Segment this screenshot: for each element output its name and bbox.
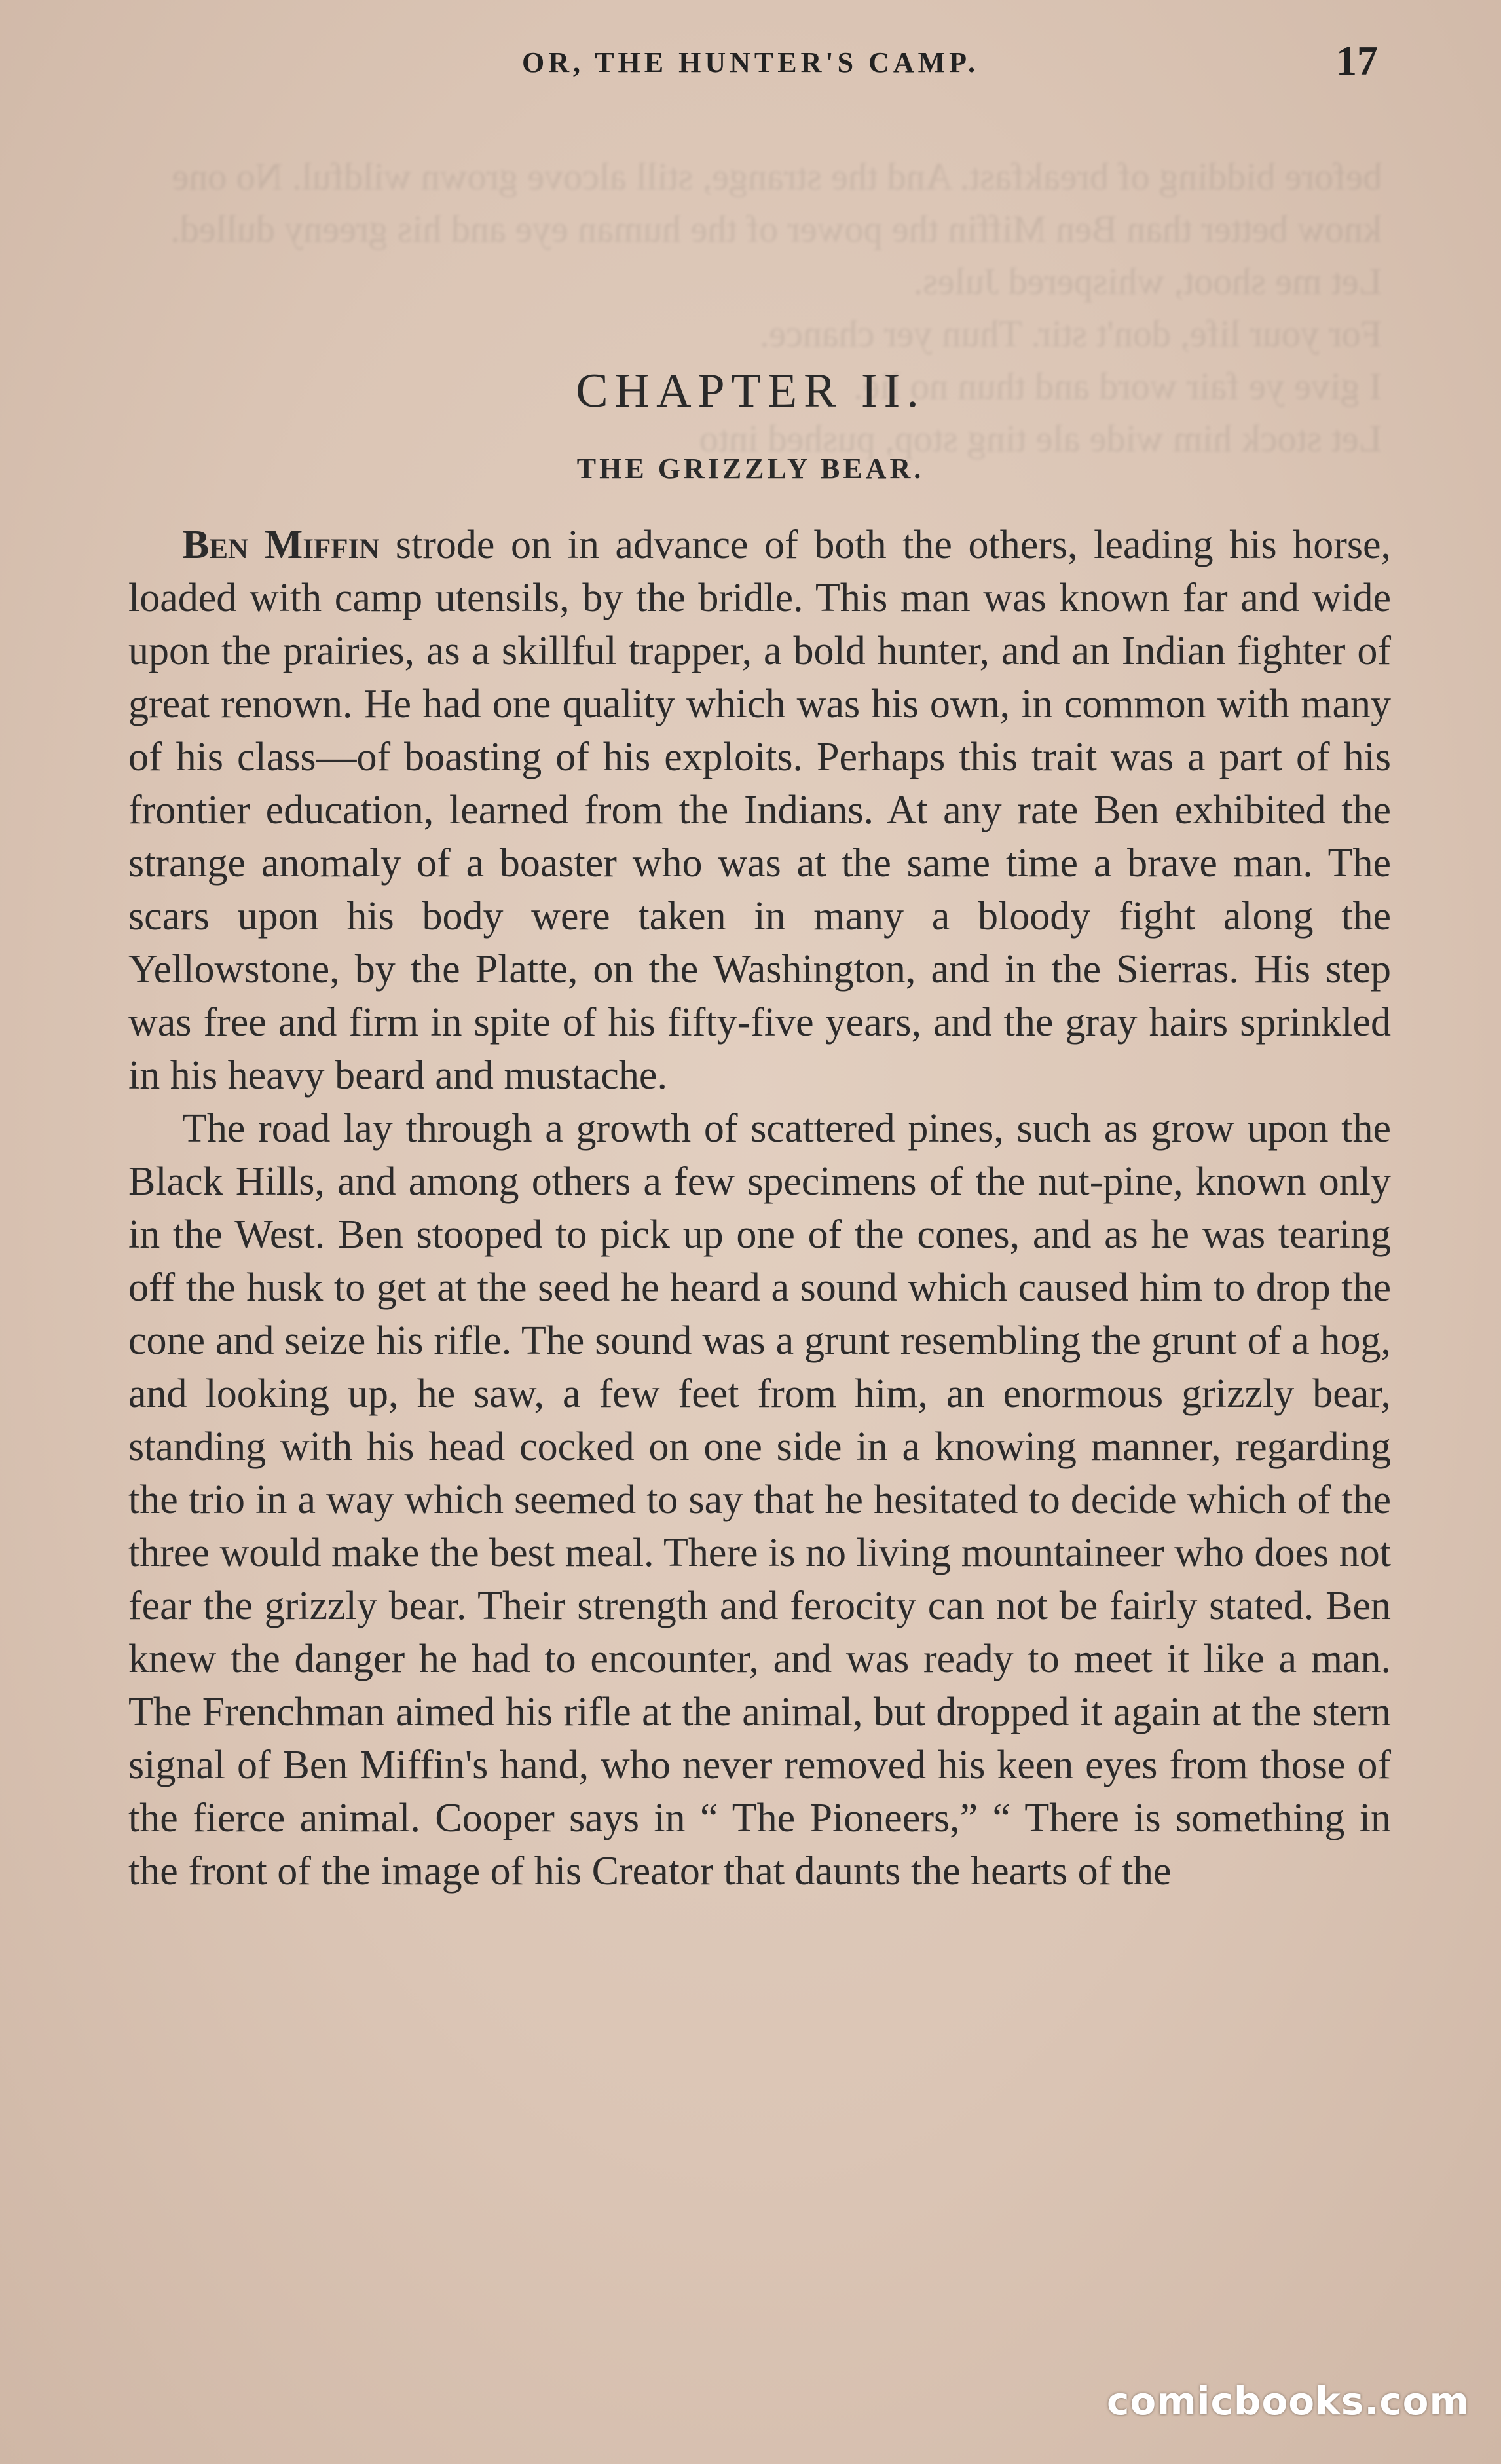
running-title: OR, THE HUNTER'S CAMP. xyxy=(522,47,979,79)
paragraph-lead-name: Ben Miffin xyxy=(182,523,380,567)
show-through-text: before bidding of breakfast. And the strange, still alcove grown wildful. No one know better than Ben Miffin the power of the human eye and his greeny dulled. Let me shoot, whispered Jules. For your life, don't stir. Thun yer chance. I give ye fair word and thun no lie. Let stock him wide ale ting stop, pushed into xyxy=(170,155,1382,460)
paragraph-1-text: strode on in advance of both the others, leading his horse, loaded with camp utensils, by the bridle. This man was known far and wide upon the prairies, as a skillful trapper, a bold hunter, and an Indian fighter of great renown. He had one quality which was his own, in common with many of his class—of boasting of his exploits. Perhaps this trait was a part of his frontier education, learned from the Indians. At any rate Ben exhibited the strange anomaly of a boaster who was at the same time a brave man. The scars upon his body were taken in many a bloody fight along the Yellowstone, by the Platte, on the Washington, and in the Sierras. His step was free and firm in spite of his fifty-five years, and the gray hairs sprinkled in his heavy beard and mustache. xyxy=(128,523,1391,1098)
body-text xyxy=(128,519,1391,1898)
chapter-title: CHAPTER II. xyxy=(576,364,925,418)
page-number: 17 xyxy=(1336,37,1378,84)
paragraph-2: The road lay through a growth of scattered pines, such as grow upon the Black Hills, and among others a few specimens of the nut-pine, known only in the West. Ben stooped to pick up one of the cones, and as he was tearing off the husk to get at the seed he heard a sound which caused him to drop the cone and seize his rifle. The sound was a grunt resembling the grunt of a hog, and looking up, he saw, a few feet from him, an enormous grizzly bear, standing with his head cocked on one side in a knowing manner, regarding the trio in a way which seemed to say that he hesitated to decide which of the three would make the best meal. There is no living mountaineer who does not fear the grizzly bear. Their strength and ferocity can not be fairly stated. Ben knew the danger he had to encounter, and was ready to meet it like a man. The Frenchman aimed his rifle at the animal, but dropped it again at the stern signal of Ben Miffin's hand, who never removed his keen eyes from those of the fierce animal. Cooper says in “ The Pioneers,” “ There is something in the front of the image of his Creator that daunts the hearts of the xyxy=(128,1106,1391,1894)
chapter-subtitle: THE GRIZZLY BEAR. xyxy=(576,453,925,485)
paragraph-1 xyxy=(128,519,1391,1102)
watermark: comicbooks.com xyxy=(1107,2379,1470,2423)
